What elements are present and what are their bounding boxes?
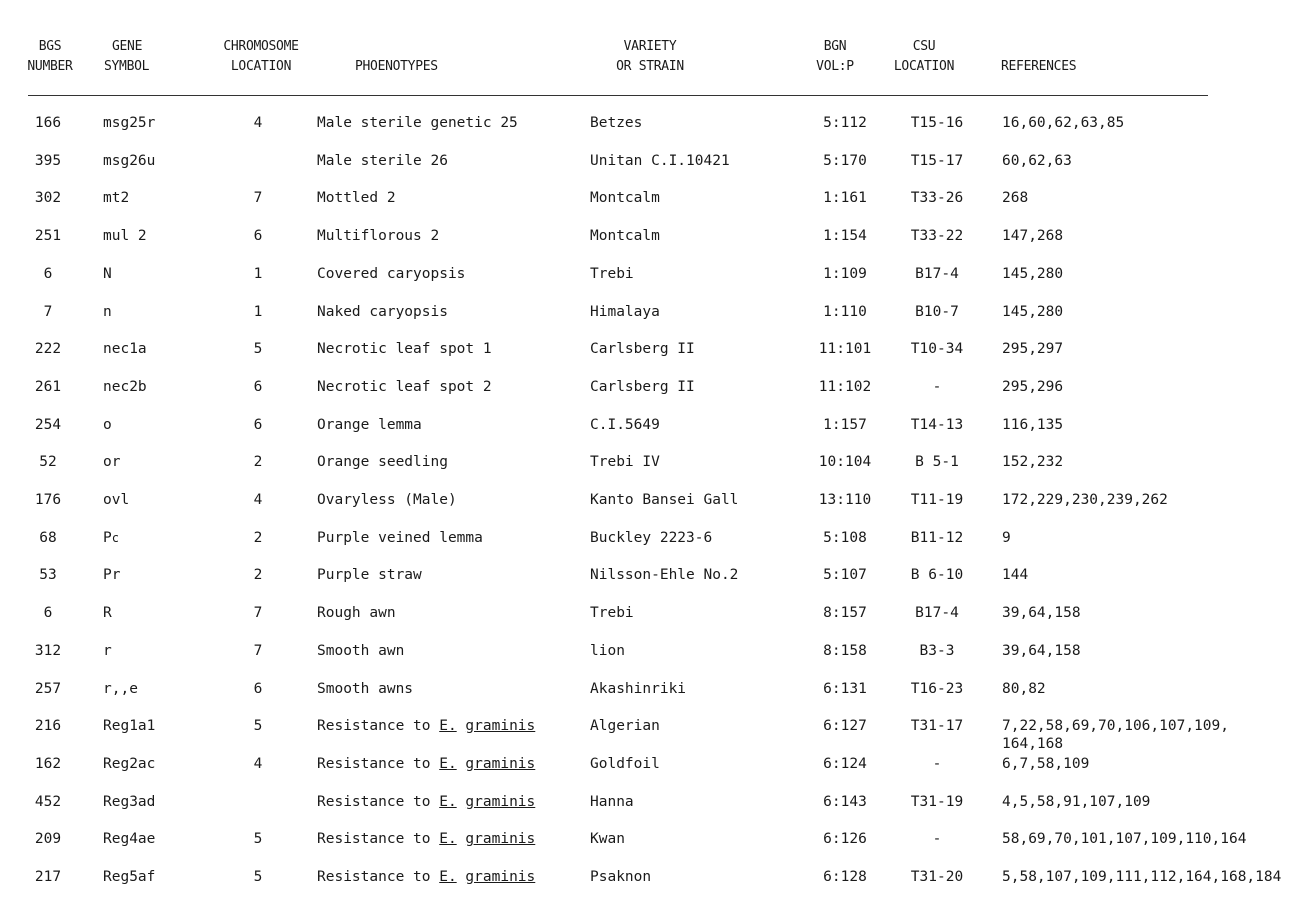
bgn-volume-cell: 6:128 (823, 869, 867, 885)
chromosome-cell: 2 (253, 454, 263, 471)
phenotype-cell (317, 490, 457, 510)
phenotype-cell (317, 867, 535, 887)
phenotype-text: Necrotic leaf spot 1 (317, 341, 492, 358)
variety-cell: C.I.5649 (590, 416, 660, 433)
gene-symbol-text: nec1a (103, 341, 147, 358)
variety-cell: Trebi (590, 605, 634, 622)
bgn-volume-cell: 6:126 (823, 831, 867, 848)
table-row (0, 829, 1316, 849)
phenotype-species-underlined: graminis (465, 793, 536, 810)
chromosome-cell: 5 (253, 831, 263, 848)
gene-symbol-text: or (103, 454, 121, 471)
table-row (0, 565, 1316, 585)
bgn-volume-cell: 1:110 (823, 303, 867, 320)
chromosome-cell: 7 (253, 190, 263, 207)
table-row (0, 792, 1316, 812)
phenotype-text: Resistance to (317, 718, 440, 735)
references-cell: 16,60,62,63,85 (1002, 115, 1125, 131)
phenotype-species-underlined: graminis (465, 718, 536, 735)
references-cell: 39,64,158 (1002, 642, 1081, 659)
phenotype-genus-underlined: E. (439, 755, 457, 772)
phenotype-cell (317, 716, 535, 736)
gene-symbol-cell (103, 188, 129, 208)
variety-cell: Kwan (590, 831, 625, 848)
variety-cell: lion (590, 642, 625, 659)
bgs-number-cell: 261 (34, 378, 62, 395)
table-row (0, 113, 1316, 133)
phenotype-cell (317, 603, 396, 623)
header-bgn-vol: BGN VOL:P (816, 39, 854, 74)
phenotype-cell (317, 565, 422, 585)
phenotype-text: Naked caryopsis (317, 303, 448, 320)
csu-location-cell: - (932, 378, 942, 395)
references-cell: 144 (1002, 567, 1029, 584)
gene-symbol-cell (103, 867, 155, 887)
variety-cell: Kanto Bansei Gall (590, 492, 739, 508)
gene-symbol-text: msg25r (103, 115, 156, 131)
chromosome-cell: 4 (253, 115, 263, 131)
bgn-volume-cell: 6:127 (823, 718, 867, 735)
table-row (0, 339, 1316, 359)
csu-location-cell: T11-19 (910, 492, 964, 508)
bgn-volume-cell: 5:108 (823, 529, 867, 546)
chromosome-cell: 5 (253, 341, 263, 358)
table-row (0, 641, 1316, 661)
csu-location-cell: T31-19 (910, 793, 964, 810)
gene-symbol-text: P (103, 529, 112, 546)
bgn-volume-cell: 1:161 (823, 190, 867, 207)
gene-symbol-text: Reg1a1 (103, 718, 156, 735)
references-cell: 295,296 (1002, 378, 1064, 395)
variety-cell: Trebi (590, 265, 634, 282)
gene-symbol-text: r,,e (103, 680, 138, 697)
gene-symbol-cell (103, 679, 138, 699)
bgs-number-cell: 217 (34, 869, 62, 885)
header-gene-symbol: GENE SYMBOL (104, 39, 150, 74)
phenotype-species-underlined: graminis (465, 831, 536, 848)
gene-symbol-cell (103, 113, 155, 133)
phenotype-text: Male sterile genetic 25 (317, 115, 518, 131)
table-row (0, 716, 1316, 753)
bgn-volume-cell: 11:101 (818, 341, 872, 358)
chromosome-cell: 2 (253, 567, 263, 584)
bgn-volume-cell: 6:131 (823, 680, 867, 697)
bgn-volume-cell: 8:157 (823, 605, 867, 622)
bgn-volume-cell: 1:157 (823, 416, 867, 433)
phenotype-genus-underlined: E. (439, 831, 457, 848)
phenotype-text: Orange lemma (317, 416, 422, 433)
csu-location-cell: T31-20 (910, 869, 964, 885)
bgs-number-cell: 257 (34, 680, 62, 697)
chromosome-cell: 1 (253, 265, 263, 282)
references-cell: 4,5,58,91,107,109 (1002, 793, 1151, 810)
bgn-volume-cell: 11:102 (818, 378, 872, 395)
references-cell: 152,232 (1002, 454, 1064, 471)
gene-symbol-text: Reg2ac (103, 755, 156, 772)
gene-symbol-cell (103, 490, 129, 510)
phenotype-cell (317, 754, 535, 774)
csu-location-cell: B11-12 (910, 529, 964, 546)
phenotype-cell (317, 377, 492, 397)
table-row (0, 867, 1316, 887)
variety-cell: Goldfoil (590, 755, 660, 772)
csu-location-cell: T31-17 (910, 718, 964, 735)
phenotype-species-underlined: graminis (465, 869, 536, 885)
bgs-number-cell: 52 (39, 454, 57, 471)
table-row (0, 754, 1316, 774)
phenotype-cell (317, 264, 465, 284)
table-row (0, 452, 1316, 472)
table-row (0, 415, 1316, 435)
header-divider (28, 95, 1208, 96)
gene-symbol-text: mt2 (103, 190, 130, 207)
phenotype-text: Mottled 2 (317, 190, 396, 207)
variety-cell: Hanna (590, 793, 634, 810)
bgs-number-cell: 6 (43, 605, 53, 622)
gene-symbol-text: nec2b (103, 378, 147, 395)
gene-symbol-cell (103, 641, 112, 661)
chromosome-cell: 4 (253, 492, 263, 508)
bgn-volume-cell: 1:109 (823, 265, 867, 282)
gene-symbol-cell (103, 302, 112, 322)
table-row (0, 226, 1316, 246)
phenotype-text: Resistance to (317, 869, 440, 885)
csu-location-cell: T14-13 (910, 416, 964, 433)
gene-symbol-cell (103, 716, 155, 736)
gene-symbol-cell (103, 603, 112, 623)
bgs-number-cell: 254 (34, 416, 62, 433)
header-chromosome-location: CHROMOSOME LOCATION (223, 39, 299, 74)
phenotype-text: Covered caryopsis (317, 265, 466, 282)
chromosome-cell: 2 (253, 529, 263, 546)
gene-symbol-text: Reg5af (103, 869, 156, 885)
chromosome-cell: 6 (253, 680, 263, 697)
phenotype-text: Ovaryless (Male) (317, 492, 457, 508)
csu-location-cell: B17-4 (915, 605, 959, 622)
phenotype-text: Necrotic leaf spot 2 (317, 378, 492, 395)
header-bgs-number: BGS NUMBER (27, 39, 73, 74)
gene-symbol-cell (103, 339, 147, 359)
csu-location-cell: - (932, 831, 942, 848)
bgn-volume-cell: 6:124 (823, 755, 867, 772)
references-cell: 116,135 (1002, 416, 1064, 433)
phenotype-text: Purple straw (317, 567, 422, 584)
csu-location-cell: T16-23 (910, 680, 964, 697)
gene-symbol-subscript: c (111, 530, 119, 545)
phenotype-cell (317, 188, 396, 208)
variety-cell: Carlsberg II (590, 341, 695, 358)
phenotype-cell (317, 528, 483, 548)
variety-cell: Himalaya (590, 303, 660, 320)
references-cell: 268 (1002, 190, 1029, 207)
bgn-volume-cell: 6:143 (823, 793, 867, 810)
phenotype-text: Purple veined lemma (317, 529, 483, 546)
phenotype-genus-underlined: E. (439, 718, 457, 735)
bgs-number-cell: 7 (43, 303, 53, 320)
references-cell-continued: 164,168 (1002, 736, 1064, 753)
phenotype-cell (317, 226, 439, 246)
phenotype-text: Resistance to (317, 831, 440, 848)
gene-symbol-text: mul 2 (103, 228, 147, 245)
references-cell: 9 (1002, 529, 1011, 546)
bgs-number-cell: 302 (34, 190, 62, 207)
bgs-number-cell: 68 (39, 529, 57, 546)
chromosome-cell: 7 (253, 642, 263, 659)
variety-cell: Montcalm (590, 190, 660, 207)
phenotype-cell (317, 679, 413, 699)
table-row (0, 603, 1316, 623)
chromosome-cell: 5 (253, 718, 263, 735)
chromosome-cell: 6 (253, 416, 263, 433)
gene-symbol-cell (103, 377, 147, 397)
gene-symbol-text: Reg3ad (103, 793, 156, 810)
bgs-number-cell: 222 (34, 341, 62, 358)
csu-location-cell: T15-17 (910, 152, 964, 169)
phenotype-cell (317, 641, 404, 661)
phenotype-cell (317, 452, 448, 472)
csu-location-cell: T33-22 (910, 228, 964, 245)
table-row (0, 679, 1316, 699)
bgs-number-cell: 166 (34, 115, 62, 131)
phenotype-text: Resistance to (317, 755, 440, 772)
bgs-number-cell: 53 (39, 567, 57, 584)
csu-location-cell: T10-34 (910, 341, 964, 358)
gene-symbol-text: r (103, 642, 112, 659)
gene-symbol-cell (103, 528, 119, 548)
chromosome-cell: 1 (253, 303, 263, 320)
variety-cell: Carlsberg II (590, 378, 695, 395)
table-row (0, 528, 1316, 548)
phenotype-text: Resistance to (317, 793, 440, 810)
gene-symbol-cell (103, 151, 155, 171)
bgs-number-cell: 395 (34, 152, 62, 169)
bgs-number-cell: 162 (34, 755, 62, 772)
references-cell: 60,62,63 (1002, 152, 1072, 169)
references-cell: 58,69,70,101,107,109,110,164 (1002, 831, 1247, 848)
references-cell: 145,280 (1002, 303, 1064, 320)
phenotype-text: Multiflorous 2 (317, 228, 440, 245)
bgs-number-cell: 251 (34, 228, 62, 245)
references-cell: 7,22,58,69,70,106,107,109, (1002, 718, 1229, 735)
bgs-number-cell: 176 (34, 492, 62, 508)
bgn-volume-cell: 8:158 (823, 642, 867, 659)
phenotype-text: Rough awn (317, 605, 396, 622)
gene-symbol-text: Pr (103, 567, 121, 584)
bgs-number-cell: 452 (34, 793, 62, 810)
chromosome-cell: 4 (253, 755, 263, 772)
references-cell: 147,268 (1002, 228, 1064, 245)
gene-symbol-text: N (103, 265, 112, 282)
phenotype-cell (317, 339, 492, 359)
references-cell: 6,7,58,109 (1002, 755, 1090, 772)
table-row (0, 302, 1316, 322)
gene-symbol-cell (103, 829, 155, 849)
phenotype-cell (317, 302, 448, 322)
variety-cell: Trebi IV (590, 454, 660, 471)
gene-symbol-cell (103, 264, 112, 284)
gene-symbol-text: n (103, 303, 112, 320)
bgn-volume-cell: 10:104 (818, 454, 872, 471)
references-cell: 5,58,107,109,111,112,164,168,184 (1002, 869, 1282, 885)
header-csu-location: CSU LOCATION (893, 39, 955, 74)
gene-symbol-cell (103, 452, 120, 472)
phenotype-cell (317, 415, 422, 435)
bgn-volume-cell: 5:170 (823, 152, 867, 169)
variety-cell: Buckley 2223-6 (590, 529, 713, 546)
variety-cell: Montcalm (590, 228, 660, 245)
variety-cell: Psaknon (590, 869, 652, 885)
csu-location-cell: T15-16 (910, 115, 964, 131)
bgs-number-cell: 209 (34, 831, 62, 848)
bgs-number-cell: 312 (34, 642, 62, 659)
phenotype-cell (317, 151, 448, 171)
phenotype-text: Smooth awns (317, 680, 414, 697)
gene-symbol-text: msg26u (103, 152, 156, 169)
variety-cell: Algerian (590, 718, 660, 735)
gene-symbol-text: Reg4ae (103, 831, 156, 848)
references-cell: 295,297 (1002, 341, 1064, 358)
phenotype-cell (317, 113, 518, 133)
header-phenotypes: PHOENOTYPES (355, 59, 438, 74)
csu-location-cell: - (932, 755, 942, 772)
table-row (0, 490, 1316, 510)
variety-cell: Unitan C.I.10421 (590, 152, 730, 169)
table-row (0, 188, 1316, 208)
phenotype-text: Orange seedling (317, 454, 448, 471)
phenotype-species-underlined: graminis (465, 755, 536, 772)
chromosome-cell: 6 (253, 378, 263, 395)
phenotype-text: Male sterile 26 (317, 152, 448, 169)
bgn-volume-cell: 5:107 (823, 567, 867, 584)
csu-location-cell: B 6-10 (910, 567, 964, 584)
references-cell: 39,64,158 (1002, 605, 1081, 622)
table-row (0, 151, 1316, 171)
variety-cell: Akashinriki (590, 680, 687, 697)
bgn-volume-cell: 13:110 (818, 492, 872, 508)
bgs-number-cell: 6 (43, 265, 53, 282)
phenotype-genus-underlined: E. (439, 793, 457, 810)
variety-cell: Nilsson-Ehle No.2 (590, 567, 739, 584)
chromosome-cell: 7 (253, 605, 263, 622)
gene-symbol-cell (103, 792, 155, 812)
phenotype-genus-underlined: E. (439, 869, 457, 885)
references-cell: 80,82 (1002, 680, 1046, 697)
csu-location-cell: B3-3 (919, 642, 955, 659)
table-row (0, 264, 1316, 284)
bgn-volume-cell: 1:154 (823, 228, 867, 245)
chromosome-cell: 6 (253, 228, 263, 245)
header-references: REFERENCES (1001, 59, 1077, 74)
gene-symbol-text: o (103, 416, 112, 433)
phenotype-text: Smooth awn (317, 642, 405, 659)
csu-location-cell: T33-26 (910, 190, 964, 207)
bgs-number-cell: 216 (34, 718, 62, 735)
gene-symbol-cell (103, 565, 120, 585)
gene-symbol-text: ovl (103, 492, 130, 508)
csu-location-cell: B 5-1 (915, 454, 959, 471)
gene-symbol-cell (103, 226, 147, 246)
csu-location-cell: B17-4 (915, 265, 959, 282)
table-row (0, 377, 1316, 397)
phenotype-cell (317, 829, 535, 849)
csu-location-cell: B10-7 (915, 303, 959, 320)
gene-symbol-text: R (103, 605, 112, 622)
references-cell: 172,229,230,239,262 (1002, 492, 1168, 508)
phenotype-cell (317, 792, 535, 812)
chromosome-cell: 5 (253, 869, 263, 885)
header-variety-strain: VARIETY OR STRAIN (616, 39, 684, 74)
references-cell: 145,280 (1002, 265, 1064, 282)
gene-symbol-cell (103, 415, 112, 435)
variety-cell: Betzes (590, 115, 643, 131)
gene-symbol-cell (103, 754, 155, 774)
bgn-volume-cell: 5:112 (823, 115, 867, 131)
